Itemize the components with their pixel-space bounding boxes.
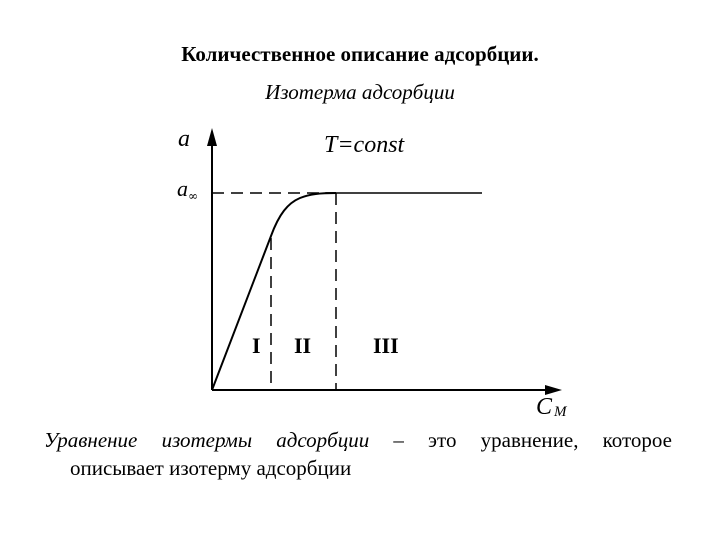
page-title: Количественное описание адсорбции. (181, 42, 539, 66)
saturation-label: a (177, 176, 188, 201)
caption (44, 426, 672, 482)
caption-word: Уравнение (44, 428, 138, 452)
region-label-III: III (373, 333, 399, 358)
saturation-infinity-symbol: ∞ (188, 189, 198, 203)
region-label-II: II (294, 333, 312, 358)
page-subtitle: Изотерма адсорбции (265, 80, 455, 104)
caption-line-1 (44, 426, 672, 454)
x-axis-label: C (536, 394, 553, 420)
condition-label: T=const (324, 132, 405, 158)
caption-word: адсорбции (276, 428, 370, 452)
x-axis-subscript: M (554, 404, 567, 420)
isotherm-curve (212, 193, 336, 390)
caption-word: изотермы (161, 428, 253, 452)
caption-word: уравнение, (480, 428, 579, 452)
caption-word: это (428, 428, 457, 452)
region-label-I: I (252, 333, 261, 358)
caption-line-2: описывает изотерму адсорбции (70, 456, 352, 480)
y-axis-label: a (178, 126, 190, 152)
caption-word: – (393, 428, 404, 452)
y-axis-arrow (207, 128, 217, 146)
caption-word: которое (602, 428, 672, 452)
